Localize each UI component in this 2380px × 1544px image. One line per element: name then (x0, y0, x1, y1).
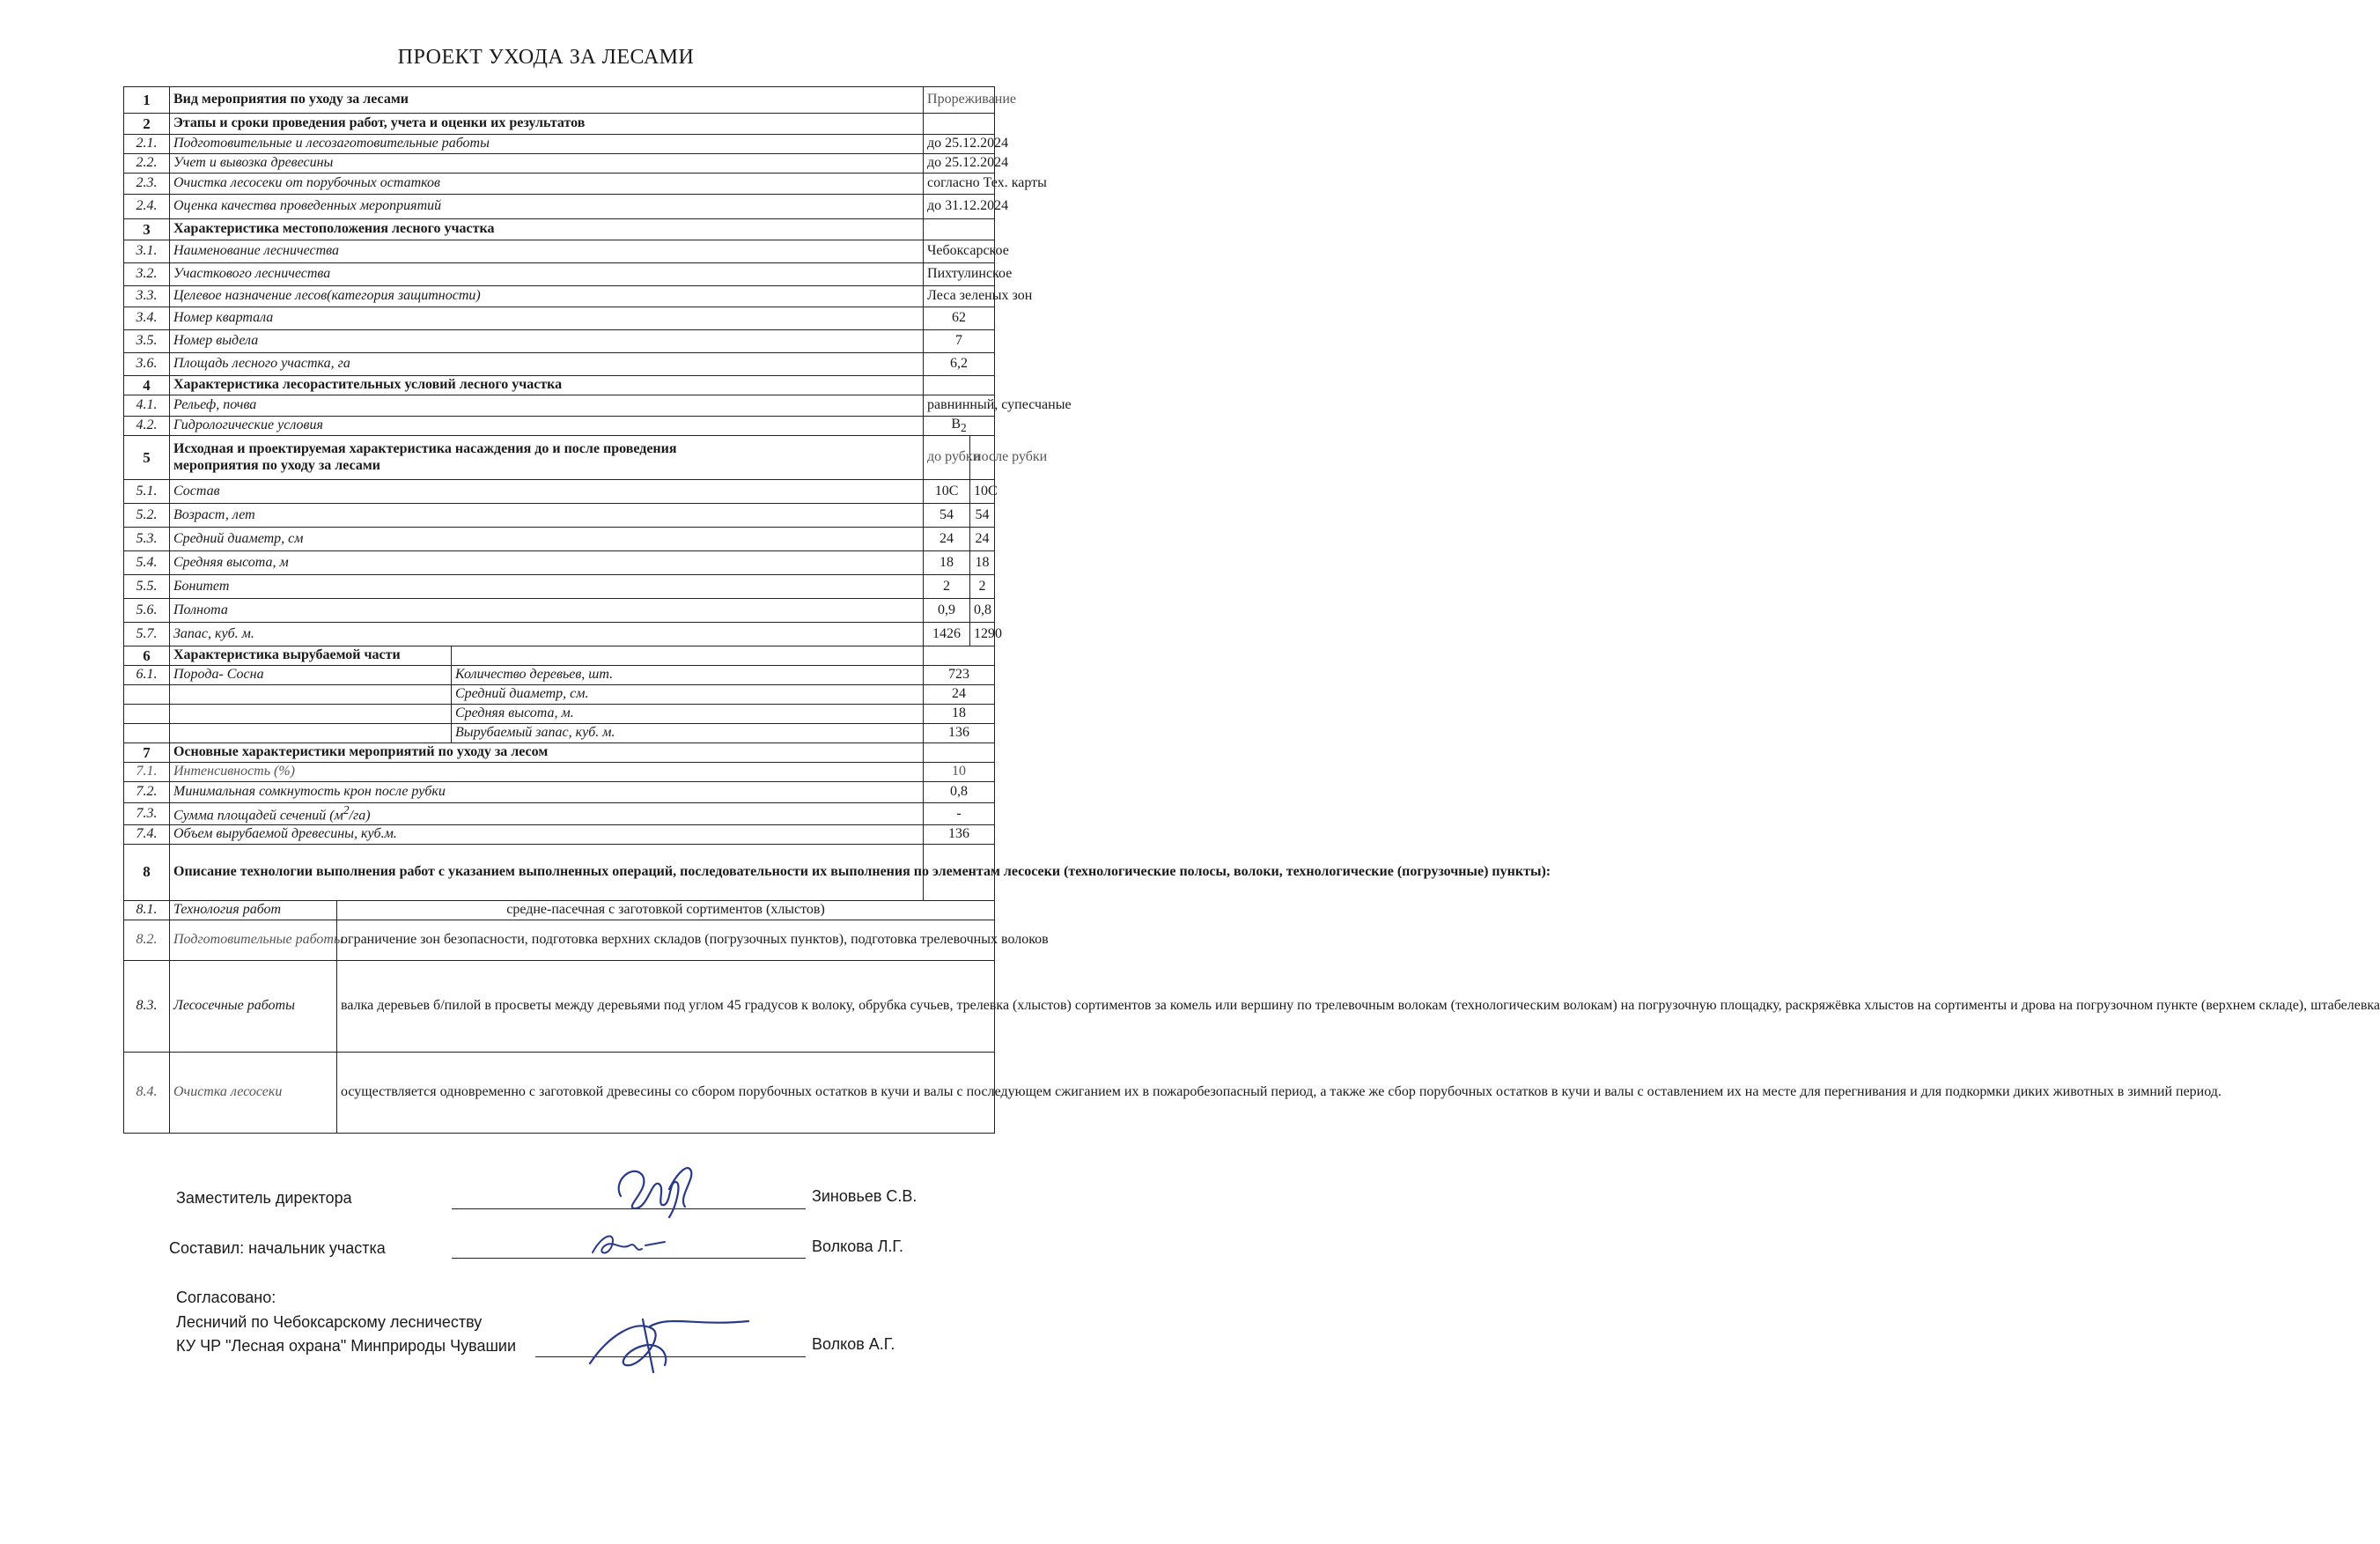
row-label: Вырубаемый запас, куб. м. (452, 724, 924, 743)
section-label: Вид мероприятия по уходу за лесами (170, 87, 924, 114)
cell-value: 10 (924, 763, 995, 782)
row-number: 2.4. (124, 195, 170, 219)
row-label: Количество деревьев, шт. (452, 666, 924, 685)
row-label: Возраст, лет (170, 504, 924, 528)
section-number: 8 (124, 844, 170, 900)
cell-before: 54 (924, 504, 970, 528)
section-label: Характеристика вырубаемой части (170, 646, 452, 666)
cell-value: 18 (924, 705, 995, 724)
row-label: Наименование лесничества (170, 240, 924, 263)
cell-value: ограничение зон безопасности, подготовка верхних складов (погрузочных пунктов), подготовка трелевочных волоков (337, 920, 995, 960)
row-label: Учет и вывозка древесины (170, 154, 924, 174)
cell-value: 136 (924, 724, 995, 743)
row-label: Площадь лесного участка, га (170, 353, 924, 376)
row-label-tail: /га) (349, 808, 371, 824)
row-label: Подготовительные и лесозаготовительные работы (170, 135, 924, 154)
row-number: 2.2. (124, 154, 170, 174)
table-row (124, 763, 995, 782)
row-label: Средняя высота, м. (452, 705, 924, 724)
row-number: 5.1. (124, 480, 170, 504)
cell-value: 6,2 (924, 353, 995, 376)
table-row (124, 599, 995, 623)
cell-after: 0,8 (970, 599, 995, 623)
row-label: Средняя высота, м (170, 551, 924, 575)
row-label: Объем вырубаемой древесины, куб.м. (170, 824, 924, 844)
approval-line1: Лесничий по Чебоксарскому лесничеству (176, 1313, 483, 1331)
table-row (124, 782, 995, 803)
table-row (124, 575, 995, 599)
cell-value: Пихтулинское (924, 263, 995, 286)
cell-value: - (924, 803, 995, 825)
table-row (124, 824, 995, 844)
row-label: Бонитет (170, 575, 924, 599)
section-number: 2 (124, 114, 170, 135)
table-row (124, 504, 995, 528)
deputy-role: Заместитель директора (176, 1189, 352, 1207)
forest-care-table (123, 86, 2380, 1134)
table-row (124, 174, 995, 195)
table-row (124, 195, 995, 219)
table-row (124, 376, 995, 395)
row-label: Запас, куб. м. (170, 623, 924, 646)
section-label: Описание технологии выполнения работ с указанием выполненных операций, последовательности их выполнения по элементам лесосеки (технологические полосы, волоки, технологические (погрузочные) пункты): (170, 844, 924, 900)
section-number: 4 (124, 376, 170, 395)
approval-signature (581, 1302, 757, 1381)
row-number: 3.4. (124, 307, 170, 330)
cell-after: 18 (970, 551, 995, 575)
row-label: Оценка качества проведенных мероприятий (170, 195, 924, 219)
approval-header: Согласовано: (176, 1289, 276, 1306)
approval-line2: КУ ЧР "Лесная охрана" Минприроды Чувашии (176, 1337, 516, 1355)
row-number: 3.6. (124, 353, 170, 376)
table-row (124, 307, 995, 330)
cell-value: осуществляется одновременно с заготовкой древесины со сбором порубочных остатков в кучи и валы с последующем сжиганием их в пожаробезопасный период, а также же сбор порубочных остатков в кучи и валы с оставлением их на месте для перегнивания и для подкормки диких животных в зимний период. (337, 1052, 995, 1133)
row-label: Лесосечные работы (170, 960, 337, 1052)
section-number: 1 (124, 87, 170, 114)
row-number: 2.3. (124, 174, 170, 195)
row-number: 8.4. (124, 1052, 170, 1133)
row-number: 3.2. (124, 263, 170, 286)
hydro-value-sub: 2 (961, 421, 967, 435)
cell-value: 136 (924, 824, 995, 844)
row-number: 4.2. (124, 417, 170, 436)
cell-value: равнинный, супесчаные (924, 395, 995, 417)
document-title: ПРОЕКТ УХОДА ЗА ЛЕСАМИ (397, 46, 695, 69)
section-label-line2: мероприятия по уходу за лесами (173, 457, 380, 473)
table-row (124, 480, 995, 504)
cell-value: до 25.12.2024 (924, 135, 995, 154)
compiler-signature (586, 1224, 674, 1264)
table-row (124, 263, 995, 286)
cell-value: 7 (924, 330, 995, 353)
table-row (124, 705, 995, 724)
table-row (124, 724, 995, 743)
table-row (124, 87, 995, 114)
table-row (124, 436, 995, 480)
section-label-line1: Исходная и проектируемая характеристика насаждения до и после проведения (173, 441, 677, 457)
row-number: 5.7. (124, 623, 170, 646)
row-label: Очистка лесосеки от порубочных остатков (170, 174, 924, 195)
cell-before: 0,9 (924, 599, 970, 623)
table-row (124, 960, 995, 1052)
row-number: 5.2. (124, 504, 170, 528)
compiler-role: Составил: начальник участка (169, 1239, 386, 1257)
table-row (124, 219, 995, 240)
table-row (124, 240, 995, 263)
cell-value: Леса зеленых зон (924, 286, 995, 307)
row-label: Полнота (170, 599, 924, 623)
cell-after: 1290 (970, 623, 995, 646)
table-row (124, 330, 995, 353)
row-number: 3.5. (124, 330, 170, 353)
row-label: Номер квартала (170, 307, 924, 330)
row-number: 3.3. (124, 286, 170, 307)
row-number: 7.2. (124, 782, 170, 803)
cell-value: 62 (924, 307, 995, 330)
table-row (124, 551, 995, 575)
section-label (170, 436, 924, 480)
row-label: Состав (170, 480, 924, 504)
cell-value: согласно Тех. карты (924, 174, 995, 195)
section-number: 7 (124, 743, 170, 763)
cell-before: 1426 (924, 623, 970, 646)
table-row (124, 114, 995, 135)
cell-value: 24 (924, 685, 995, 705)
table-row (124, 1052, 995, 1133)
cell-after: 24 (970, 528, 995, 551)
table-row (124, 135, 995, 154)
table-row (124, 900, 995, 920)
cell-value: 723 (924, 666, 995, 685)
row-number: 8.1. (124, 900, 170, 920)
breed-label: Порода- Сосна (170, 666, 452, 685)
row-label: Очистка лесосеки (170, 1052, 337, 1133)
table-row (124, 666, 995, 685)
compiler-name: Волкова Л.Г. (812, 1237, 903, 1255)
table-row (124, 743, 995, 763)
cell-value: Прореживание (924, 87, 995, 114)
cell-value: до 25.12.2024 (924, 154, 995, 174)
row-label: Средний диаметр, см. (452, 685, 924, 705)
row-label (170, 803, 924, 825)
cell-value (924, 417, 995, 436)
cell-before: 24 (924, 528, 970, 551)
cell-after: 54 (970, 504, 995, 528)
row-number: 2.1. (124, 135, 170, 154)
hydro-value: В (951, 417, 962, 432)
section-number: 6 (124, 646, 170, 666)
row-label: Гидрологические условия (170, 417, 924, 436)
table-row (124, 844, 995, 900)
cell-before: 10С (924, 480, 970, 504)
row-number: 7.1. (124, 763, 170, 782)
table-row (124, 353, 995, 376)
table-row (124, 286, 995, 307)
row-label: Участкового лесничества (170, 263, 924, 286)
table-row (124, 803, 995, 825)
section-label: Характеристика лесорастительных условий лесного участка (170, 376, 924, 395)
row-label: Интенсивность (%) (170, 763, 924, 782)
cell-value: Чебоксарское (924, 240, 995, 263)
column-header-after: после рубки (970, 436, 995, 480)
cell-before: 2 (924, 575, 970, 599)
column-header-before: до рубки (924, 436, 970, 480)
row-label: Рельеф, почва (170, 395, 924, 417)
row-number: 5.4. (124, 551, 170, 575)
cell-value: валка деревьев б/пилой в просветы между деревьями под углом 45 градусов к волоку, обрубка сучьев, трелевка (хлыстов) сортиментов за комель или вершину по трелевочным волокам (технологическим волокам) на погрузочную площадку, раскряжёвка хлыстов на сортименты и дрова на погрузочном пункте (верхнем складе), штабелевка (337, 960, 995, 1052)
cell-before: 18 (924, 551, 970, 575)
row-label: Средний диаметр, см (170, 528, 924, 551)
row-number: 8.3. (124, 960, 170, 1052)
table-row (124, 395, 995, 417)
deputy-name: Зиновьев С.В. (812, 1187, 917, 1205)
section-label: Характеристика местоположения лесного участка (170, 219, 924, 240)
section-number: 3 (124, 219, 170, 240)
row-number: 7.4. (124, 824, 170, 844)
row-number: 8.2. (124, 920, 170, 960)
table-row (124, 417, 995, 436)
row-number: 4.1. (124, 395, 170, 417)
row-label: Целевое назначение лесов(категория защитности) (170, 286, 924, 307)
section-number: 5 (124, 436, 170, 480)
row-number: 5.5. (124, 575, 170, 599)
row-number: 7.3. (124, 803, 170, 825)
cell-after: 2 (970, 575, 995, 599)
section-label: Основные характеристики мероприятий по уходу за лесом (170, 743, 924, 763)
table-row (124, 528, 995, 551)
table-row (124, 920, 995, 960)
table-row (124, 646, 995, 666)
row-label: Подготовительные работы (170, 920, 337, 960)
row-label: Минимальная сомкнутость крон после рубки (170, 782, 924, 803)
row-label: Технология работ (170, 900, 337, 920)
row-number: 3.1. (124, 240, 170, 263)
deputy-signature (608, 1154, 704, 1224)
table-row (124, 623, 995, 646)
cell-value: до 31.12.2024 (924, 195, 995, 219)
cell-value: средне-пасечная с заготовкой сортиментов (хлыстов) (337, 900, 995, 920)
section-label: Этапы и сроки проведения работ, учета и оценки их результатов (170, 114, 924, 135)
row-number: 5.6. (124, 599, 170, 623)
table-row (124, 685, 995, 705)
row-label: Номер выдела (170, 330, 924, 353)
cell-value: 0,8 (924, 782, 995, 803)
row-number: 5.3. (124, 528, 170, 551)
table-row (124, 154, 995, 174)
row-label-text: Сумма площадей сечений (м (173, 808, 343, 824)
row-label-sup: 2 (343, 803, 350, 816)
row-number: 6.1. (124, 666, 170, 685)
cell-after: 10С (970, 480, 995, 504)
approval-name: Волков А.Г. (812, 1335, 895, 1353)
